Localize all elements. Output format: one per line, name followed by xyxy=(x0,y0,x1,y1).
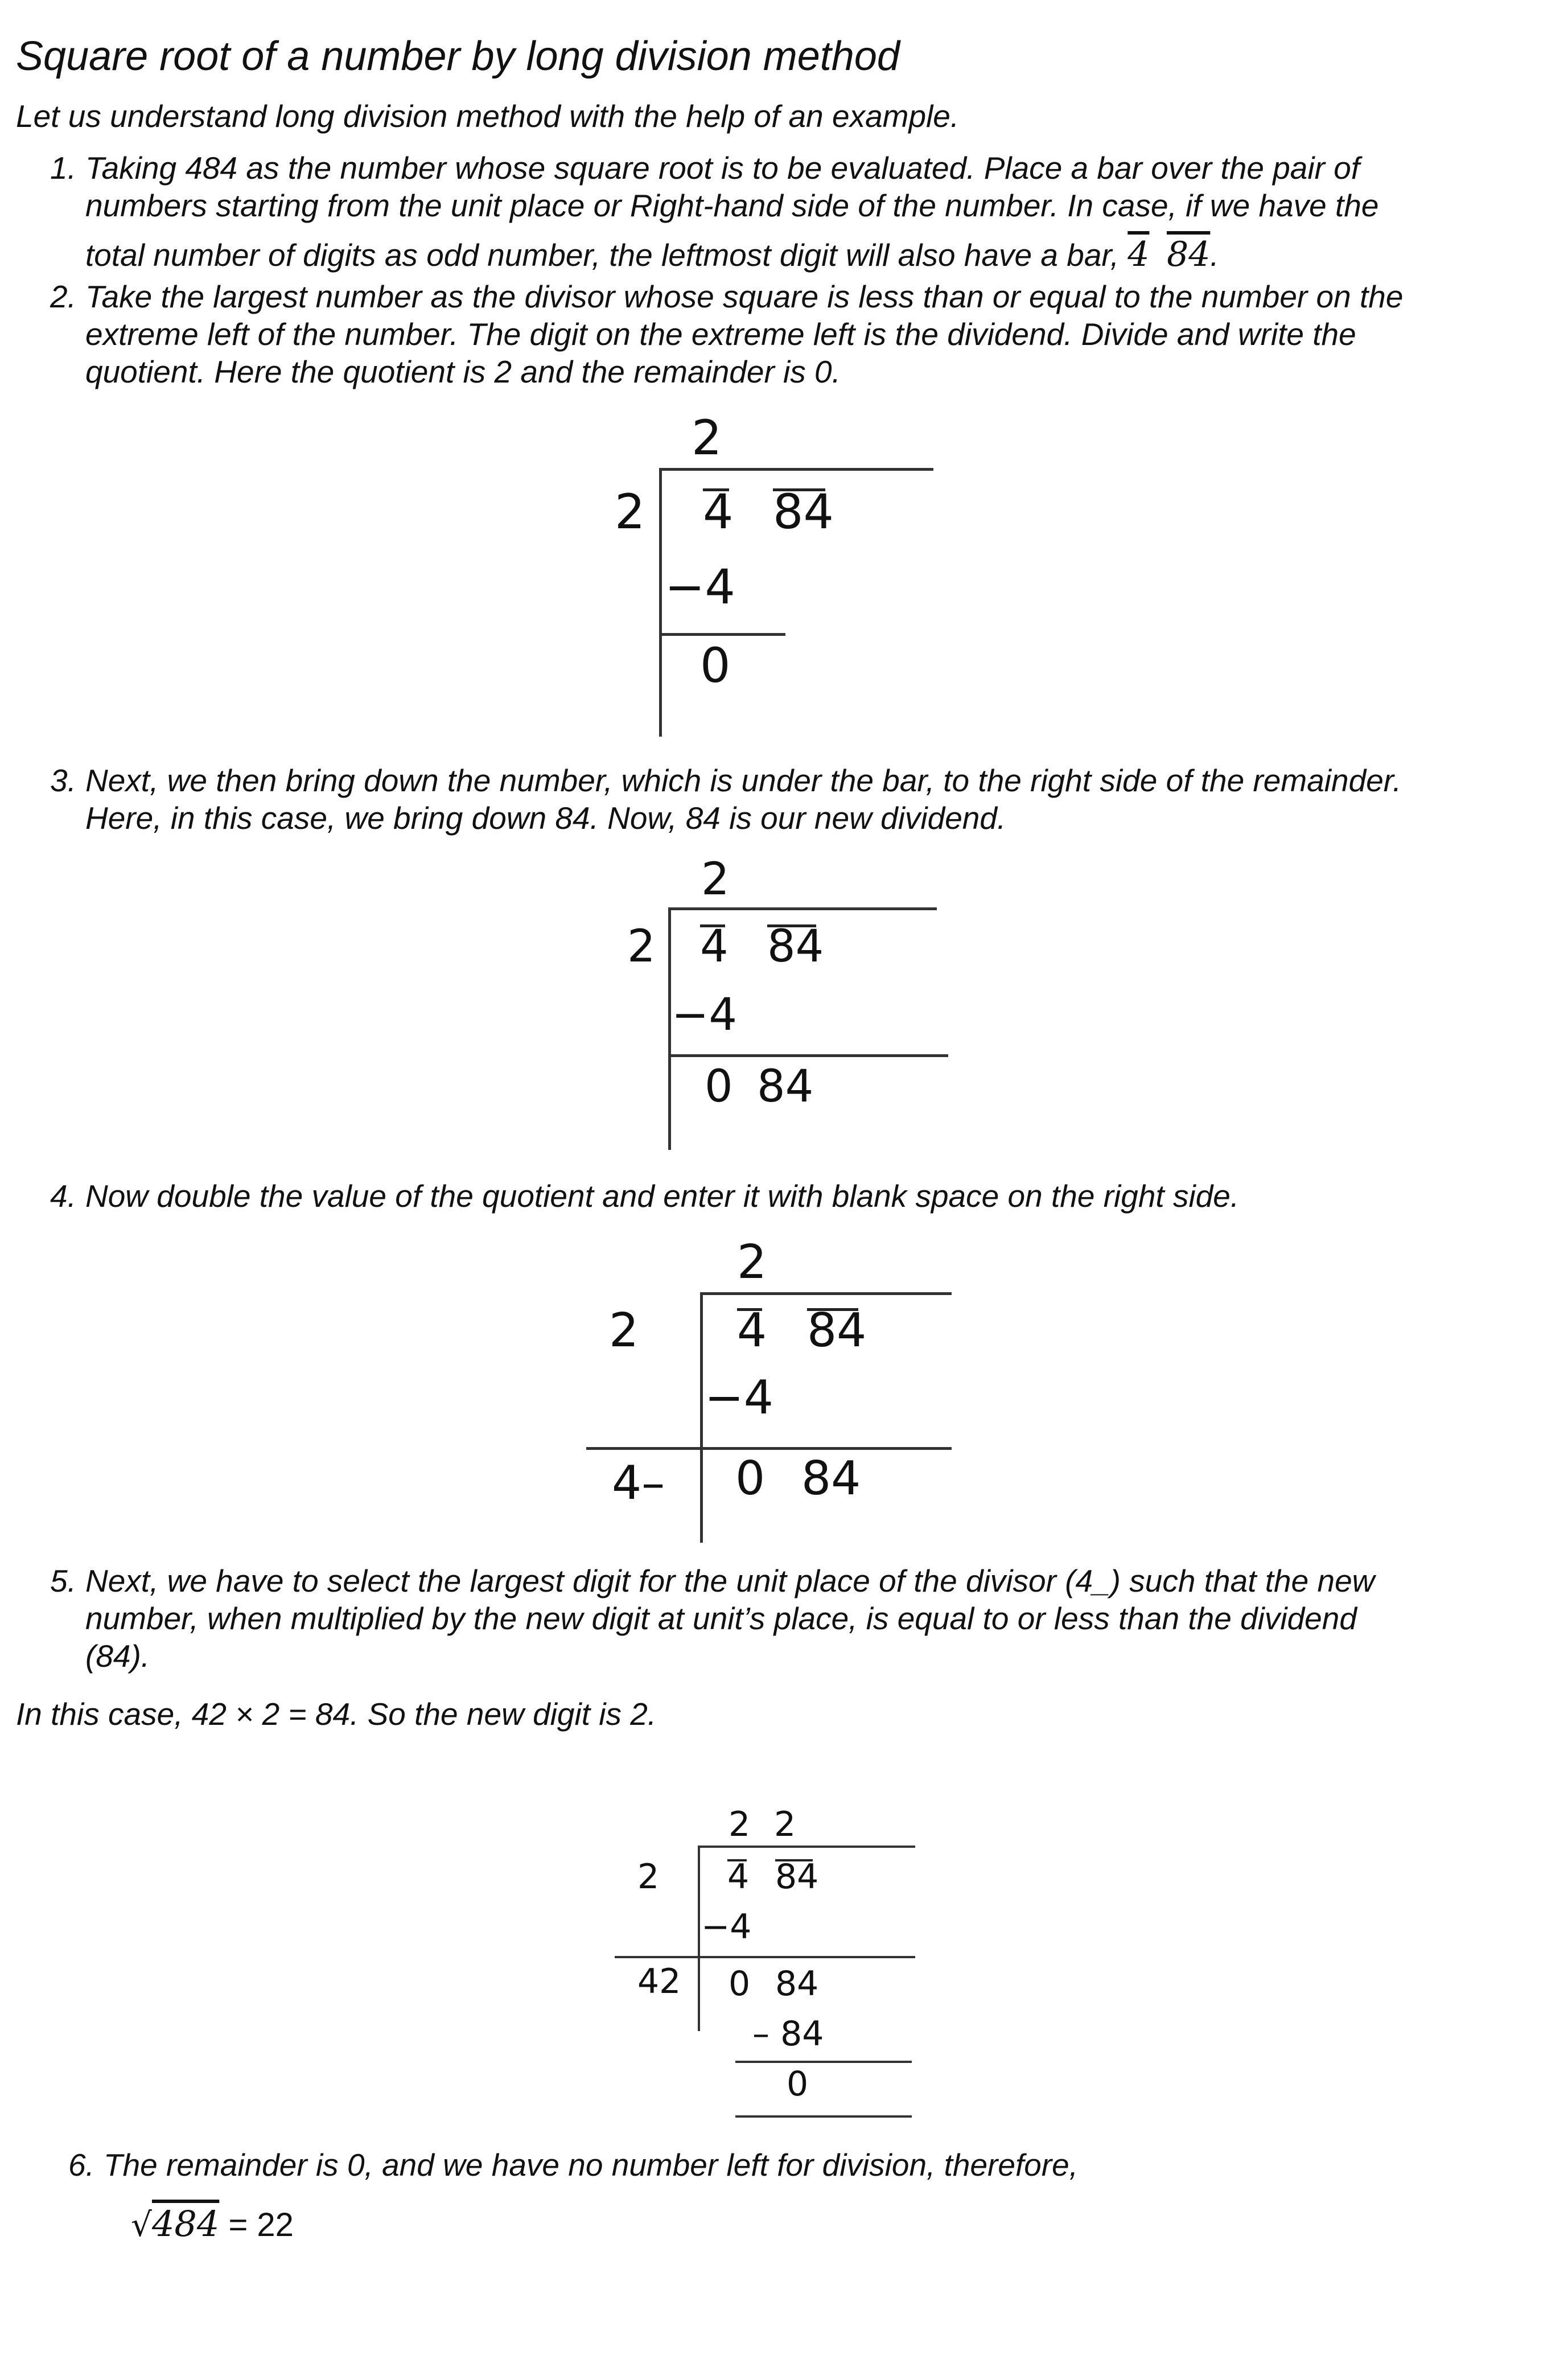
result-expression xyxy=(131,2203,294,2245)
step-1 xyxy=(50,149,1379,274)
period: . xyxy=(1210,237,1219,273)
dividend-pair: 84 xyxy=(775,1857,819,1897)
step-text-line: Next, we then bring down the number, which is under the bar, to the right side of the remainder. xyxy=(85,763,1402,798)
divisor: 2 xyxy=(627,921,656,972)
step-text-line: total number of digits as odd number, the leftmost digit will also have a bar, xyxy=(85,237,1119,273)
step-text-line: Take the largest number as the divisor whose square is less than or equal to the number on the xyxy=(85,279,1404,314)
divisor: 2 xyxy=(609,1304,639,1358)
divisor: 2 xyxy=(615,484,645,540)
quotient: 2 xyxy=(737,1235,767,1289)
division-bar xyxy=(660,468,933,471)
barred-digit: 4 xyxy=(1127,235,1150,274)
brought-down: 84 xyxy=(801,1452,861,1506)
remainder: 0 xyxy=(735,1452,766,1506)
case-note: In this case, 42 × 2 = 84. So the new digit is 2. xyxy=(16,1696,657,1732)
new-divisor-blank: 4– xyxy=(612,1456,665,1510)
step-text-line: The remainder is 0, and we have no number left for division, therefore, xyxy=(104,2147,1079,2183)
division-bracket xyxy=(668,907,671,1150)
dividend-digit: 4 xyxy=(727,1857,750,1897)
remainder: 0 xyxy=(700,638,731,693)
dividend-pair: 84 xyxy=(767,921,824,972)
subtrahend-2: – 84 xyxy=(752,2014,824,2054)
radicand: 484 xyxy=(151,2203,220,2245)
divisor: 2 xyxy=(637,1857,660,1897)
quotient: 2 xyxy=(701,854,730,905)
subtrahend: −4 xyxy=(665,559,735,615)
step-number: 5. xyxy=(50,1563,76,1598)
subtraction-line xyxy=(660,633,785,636)
brought-down: 84 xyxy=(775,1964,819,2004)
result-value: = 22 xyxy=(228,2206,294,2243)
step-text-line: Now double the value of the quotient and enter it with blank space on the right side. xyxy=(85,1178,1240,1214)
division-diagram-4 xyxy=(615,1799,876,2118)
step-text-line: extreme left of the number. The digit on the extreme left is the dividend. Divide and write the xyxy=(85,317,1356,352)
brought-down: 84 xyxy=(757,1061,814,1112)
final-remainder: 0 xyxy=(787,2064,809,2104)
division-bracket xyxy=(659,468,662,737)
dividend-digit: 4 xyxy=(737,1304,767,1358)
division-bar xyxy=(669,907,937,910)
barred-pair: 84 xyxy=(1167,235,1211,274)
end-line xyxy=(735,2115,912,2118)
quotient: 2 xyxy=(692,410,722,466)
subtraction-line xyxy=(586,1447,952,1450)
step-number: 4. xyxy=(50,1178,76,1214)
new-divisor: 42 xyxy=(637,1962,681,2001)
step-number: 3. xyxy=(50,763,76,798)
dividend-pair: 84 xyxy=(807,1304,867,1358)
subtrahend: −4 xyxy=(705,1371,773,1425)
division-bracket xyxy=(698,1846,700,2031)
intro-text: Let us understand long division method with the help of an example. xyxy=(16,98,960,134)
quotient-digit: 2 xyxy=(729,1805,751,1844)
step-6 xyxy=(68,2146,1078,2184)
division-diagram-3 xyxy=(586,1230,950,1548)
subtrahend: −4 xyxy=(701,1907,752,1947)
step-3 xyxy=(50,762,1401,837)
step-text-line: quotient. Here the quotient is 2 and the remainder is 0. xyxy=(85,354,841,389)
subtrahend: −4 xyxy=(672,989,737,1041)
step-text-line-with-bars xyxy=(85,236,1379,274)
step-2 xyxy=(50,278,1403,391)
step-text-line: Here, in this case, we bring down 84. Now, 84 is our new dividend. xyxy=(85,800,1006,836)
step-text-line: numbers starting from the unit place or Right-hand side of the number. In case, if we have the xyxy=(85,188,1379,223)
division-bar xyxy=(701,1292,952,1295)
step-text-line: number, when multiplied by the new digit at unit’s place, is equal to or less than the dividend xyxy=(85,1601,1357,1636)
division-diagram-1 xyxy=(592,398,933,751)
dividend-digit: 4 xyxy=(700,921,729,972)
quotient-digit: 2 xyxy=(774,1805,796,1844)
subtraction-line-2 xyxy=(735,2061,912,2063)
step-number: 2. xyxy=(50,279,76,314)
step-number: 6. xyxy=(68,2147,94,2183)
step-5 xyxy=(50,1562,1374,1675)
square-root-icon: √ xyxy=(131,2205,152,2244)
step-text-line: Next, we have to select the largest digit for the unit place of the divisor (4_) such that the new xyxy=(85,1563,1375,1598)
step-text-line: Taking 484 as the number whose square root is to be evaluated. Place a bar over the pair of xyxy=(85,150,1360,186)
remainder: 0 xyxy=(729,1964,751,2004)
division-bar xyxy=(699,1846,915,1848)
step-number: 1. xyxy=(50,150,76,186)
division-bracket xyxy=(700,1292,703,1543)
dividend-digit: 4 xyxy=(703,484,734,540)
step-text-line: (84). xyxy=(85,1638,150,1674)
division-diagram-2 xyxy=(615,848,933,1156)
dividend-pair: 84 xyxy=(773,484,834,540)
subtraction-line xyxy=(615,1956,915,1958)
remainder: 0 xyxy=(705,1061,733,1112)
step-4 xyxy=(50,1177,1239,1215)
subtraction-line xyxy=(669,1054,948,1057)
page-title: Square root of a number by long division method xyxy=(16,34,900,79)
